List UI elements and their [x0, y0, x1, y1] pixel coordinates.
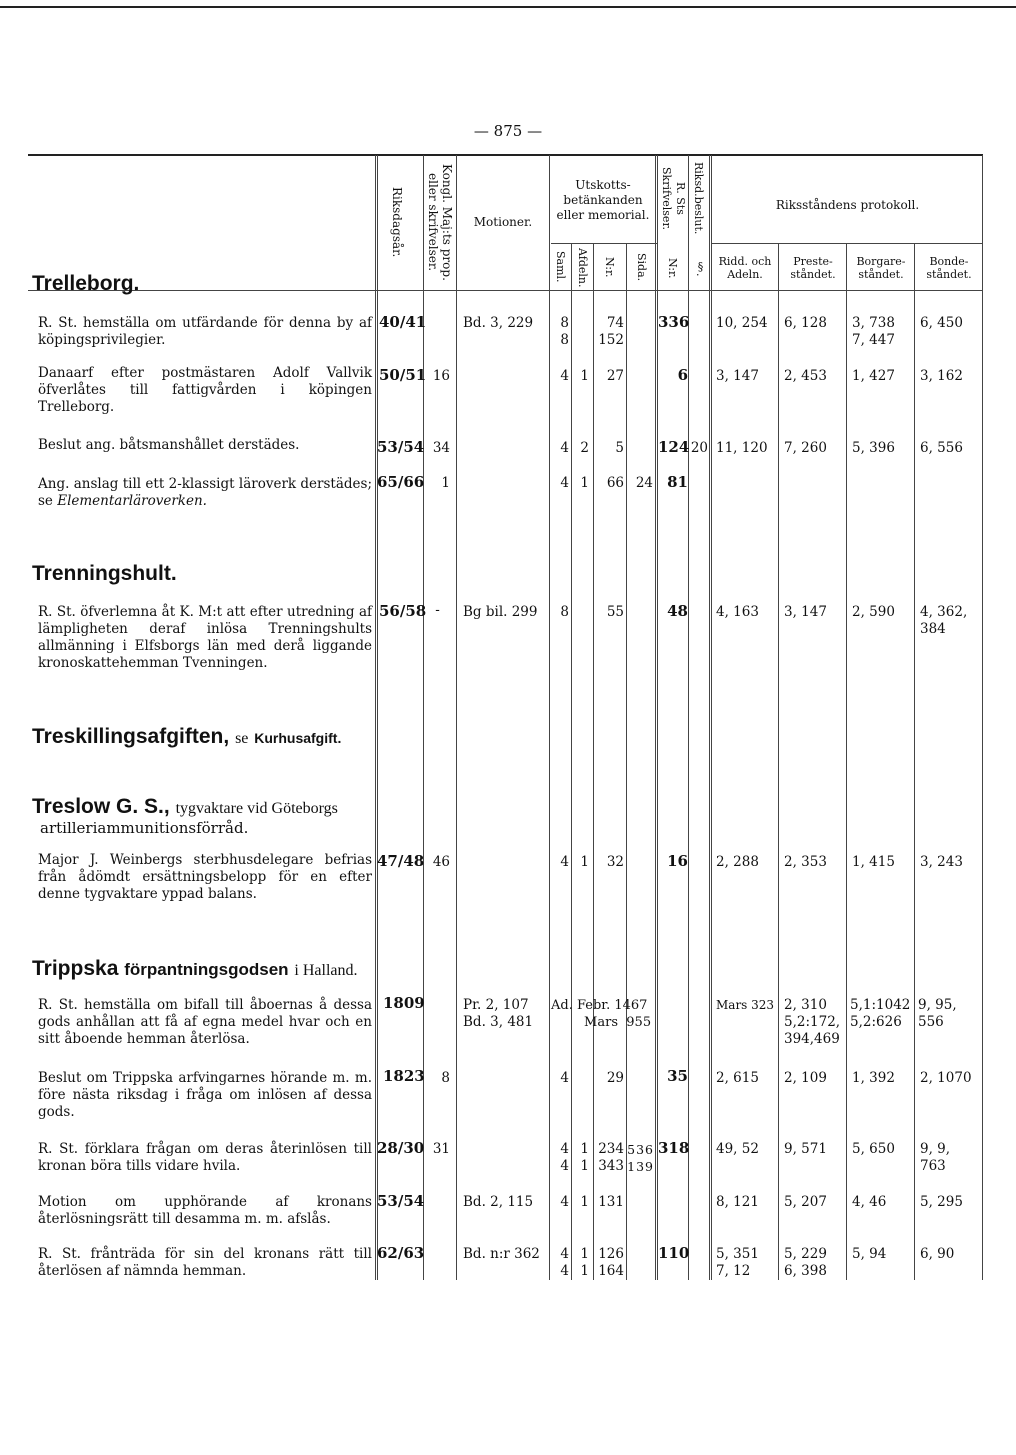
- entry-bonde: 4, 362, 384: [920, 604, 968, 637]
- header-ridd-2: Adeln.: [727, 268, 763, 281]
- entry-nr: 234 343: [598, 1141, 624, 1174]
- entry-nr: 27: [606, 368, 624, 384]
- entry-preste: 7, 260: [784, 440, 827, 456]
- entry-motion: Pr. 2, 107 Bd. 3, 481: [463, 997, 534, 1030]
- entry-rsts: 124: [658, 438, 690, 456]
- top-border: [0, 6, 1016, 8]
- entry-kongl: 8: [441, 1070, 450, 1086]
- entry-sida: 536 139: [627, 1142, 654, 1174]
- entry-nr: 66: [606, 475, 624, 491]
- heading-trenningshult: Trenningshult.: [32, 562, 177, 585]
- entry-desc: Ang. anslag till ett 2-klassigt läroverk derstädes; se Elementarläroverken.: [38, 476, 372, 509]
- heading-treslow-sub: artilleriammunitionsförråd.: [40, 819, 249, 837]
- entry-motion: Bd. 2, 115: [463, 1194, 534, 1210]
- entry-year: 53/54: [377, 438, 425, 456]
- page-number: — 875 —: [473, 122, 543, 140]
- header-top-rule: [28, 154, 983, 156]
- heading-trelleborg: Trelleborg.: [32, 272, 140, 295]
- entry-preste: 2, 109: [784, 1070, 827, 1086]
- entry-nr: 5: [615, 440, 624, 456]
- entry-desc: R. St. frånträda för sin del kronans rätt till återlösen af nämnda hemman.: [38, 1246, 372, 1279]
- header-borgare-2: ståndet.: [858, 268, 904, 281]
- col-rule-right: [982, 155, 983, 1280]
- entry-bonde: 5, 295: [920, 1194, 963, 1210]
- entry-saml: 4 4: [560, 1141, 569, 1174]
- entry-preste: 2, 453: [784, 368, 827, 384]
- entry-borgare: 5, 396: [852, 440, 895, 456]
- col-rule-motion: [456, 155, 457, 1280]
- header-utskott: Utskotts-: [575, 178, 631, 192]
- entry-desc: R. St. hemställa om bifall till åboernas å dessa gods anhållan att få af egna medel hvar och en sitt åboende hemman återlösa.: [38, 997, 372, 1047]
- col-rule-ridd: [709, 155, 712, 1280]
- heading-treskilling: Treskillingsafgiften, se Kurhusafgift.: [32, 725, 342, 748]
- entry-ridd: 2, 288: [716, 854, 759, 870]
- entry-sida: 24: [635, 475, 653, 491]
- entry-afd: 1 1: [580, 1141, 589, 1174]
- entry-afd: 1: [580, 854, 589, 870]
- header-preste: Preste-: [793, 255, 833, 268]
- header-bonde: Bonde-: [929, 255, 969, 268]
- entry-rsts: 336: [658, 313, 690, 331]
- entry-kongl: 34: [432, 440, 450, 456]
- col-rule-sida: [626, 243, 627, 1280]
- entry-kongl: 16: [432, 368, 450, 384]
- entry-afd: 1 1: [580, 1246, 589, 1279]
- entry-preste: 3, 147: [784, 604, 827, 620]
- entry-bonde: 9, 9, 763: [920, 1141, 951, 1174]
- entry-borgare: 5, 94: [852, 1246, 887, 1262]
- entry-borgare: 1, 427: [852, 368, 895, 384]
- col-rule-saml: [549, 155, 550, 1280]
- header-utskott-2: betänkanden: [563, 193, 643, 207]
- entry-rsts: 6: [677, 366, 688, 384]
- entry-bonde: 6, 90: [920, 1246, 955, 1262]
- entry-year: 1809: [383, 994, 425, 1012]
- entry-nr: 131: [598, 1194, 624, 1210]
- entry-year: 62/63: [377, 1244, 425, 1262]
- entry-bonde: 6, 450: [920, 315, 963, 331]
- entry-desc: Major J. Weinbergs sterbhusdelegare befrias från ådömdt ersättningsbelopp för en efter denne tygvaktare yppad balans.: [38, 852, 372, 902]
- entry-borgare: 5,1:1042 5,2:626: [850, 997, 911, 1030]
- entry-year: 56/58: [379, 602, 427, 620]
- col-rule-borgare: [846, 243, 847, 1280]
- header-ridd: Ridd. och: [718, 255, 772, 268]
- entry-saml: 4: [560, 368, 569, 384]
- header-rsts: R. Sts Skrifvelser.: [660, 166, 687, 230]
- entry-afd: 1: [580, 1194, 589, 1210]
- entry-preste: 5, 207: [784, 1194, 827, 1210]
- entry-rsts: 81: [667, 473, 688, 491]
- entry-saml: 8: [560, 604, 569, 620]
- entry-preste: 9, 571: [784, 1141, 827, 1157]
- entry-motion: Bd. 3, 229: [463, 315, 534, 331]
- col-rule-nr: [593, 243, 594, 1280]
- entry-preste: 5, 229 6, 398: [784, 1246, 827, 1279]
- entry-borgare: 3, 738 7, 447: [852, 315, 895, 348]
- header-riksstandens: Riksståndens protokoll.: [775, 198, 920, 212]
- entry-bonde: 3, 243: [920, 854, 963, 870]
- col-rule-preste: [778, 243, 779, 1280]
- entry-bonde: 9, 95, 556: [918, 997, 957, 1030]
- entry-ridd: 10, 254: [716, 315, 768, 331]
- entry-year: 1823: [383, 1067, 425, 1085]
- entry-afd: 1: [580, 475, 589, 491]
- entry-afd: 1: [580, 368, 589, 384]
- entry-nr: 126 164: [598, 1246, 624, 1279]
- header-preste-2: ståndet.: [790, 268, 836, 281]
- header-bottom-rule: [28, 290, 983, 291]
- header-riksdbeslut: Riksd.beslut.: [692, 161, 705, 235]
- entry-year: 53/54: [377, 1192, 425, 1210]
- header-motioner: Motioner.: [473, 215, 533, 229]
- entry-rsts: 35: [667, 1067, 688, 1085]
- entry-borgare: 2, 590: [852, 604, 895, 620]
- entry-saml: 4 4: [560, 1246, 569, 1279]
- entry-bonde: 6, 556: [920, 440, 963, 456]
- header-kongl: Kongl. Maj:ts prop. eller skrifvelser.: [426, 164, 454, 281]
- heading-treslow: Treslow G. S., tygvaktare vid Göteborgs: [32, 795, 338, 818]
- header-rsts-nr: N:r.: [666, 257, 679, 279]
- entry-desc: R. St. öfverlemna åt K. M:t att efter utredning af lämpligheten deraf inlösa Trenningshults allmänning i Elfsborgs län med derå liggande kronoskattehemman Tvenningen.: [38, 604, 372, 671]
- entry-borgare: 5, 650: [852, 1141, 895, 1157]
- entry-ridd: 49, 52: [716, 1141, 759, 1157]
- entry-kongl: 31: [432, 1141, 450, 1157]
- entry-rsts: 48: [667, 602, 688, 620]
- header-utskott-3: eller memorial.: [556, 208, 650, 222]
- entry-utskott: Ad. Febr. 1467 Mars 955: [551, 998, 652, 1030]
- header-sida: Sida.: [635, 252, 648, 282]
- entry-borgare: 1, 392: [852, 1070, 895, 1086]
- entry-desc: Danaarf efter postmästaren Adolf Vallvik öfverlåtes till fattigvården i köpingen Trelleborg.: [38, 365, 372, 415]
- entry-ridd: 5, 351 7, 12: [716, 1246, 759, 1279]
- entry-motion: Bg bil. 299: [463, 604, 538, 620]
- entry-saml: 8 8: [560, 315, 569, 348]
- header-afdeln: Afdeln.: [576, 248, 589, 288]
- header-riksdbeslut-s: §.: [694, 259, 707, 277]
- utskott-sub-rule: [551, 243, 657, 244]
- entry-preste: 6, 128: [784, 315, 827, 331]
- entry-s: 20: [690, 440, 708, 456]
- entry-saml: 4: [560, 475, 569, 491]
- entry-ridd: 4, 163: [716, 604, 759, 620]
- entry-bonde: 2, 1070: [920, 1070, 972, 1086]
- entry-desc: Beslut ang. båtsmanshållet derstädes.: [38, 437, 300, 453]
- header-saml: Saml.: [554, 251, 567, 283]
- entry-kongl: -: [435, 602, 440, 618]
- entry-preste: 2, 353: [784, 854, 827, 870]
- entry-ridd: 2, 615: [716, 1070, 759, 1086]
- entry-year: 40/41: [379, 313, 427, 331]
- entry-nr: 74 152: [598, 315, 624, 348]
- protokoll-sub-rule: [712, 243, 983, 244]
- entry-ridd: 11, 120: [716, 440, 768, 456]
- entry-year: 28/30: [377, 1139, 425, 1157]
- entry-borgare: 1, 415: [852, 854, 895, 870]
- entry-motion: Bd. n:r 362: [463, 1246, 540, 1262]
- entry-saml: 4: [560, 1194, 569, 1210]
- entry-rsts: 318: [658, 1139, 690, 1157]
- entry-borgare: 4, 46: [852, 1194, 887, 1210]
- entry-kongl: 46: [432, 854, 450, 870]
- entry-saml: 4: [560, 440, 569, 456]
- header-nr: N:r.: [603, 256, 616, 278]
- entry-bonde: 3, 162: [920, 368, 963, 384]
- entry-nr: 32: [606, 854, 624, 870]
- col-rule-bonde: [914, 243, 915, 1280]
- col-rule-afdeln: [571, 243, 572, 1280]
- entry-year: 50/51: [379, 366, 427, 384]
- header-bonde-2: ståndet.: [926, 268, 972, 281]
- entry-nr: 29: [606, 1070, 624, 1086]
- entry-desc: R. St. hemställa om utfärdande för denna by af köpingsprivilegier.: [38, 315, 372, 348]
- entry-rsts: 16: [667, 852, 688, 870]
- heading-trippska: Trippska förpantningsgodsen i Halland.: [32, 957, 358, 980]
- header-riksdagsar: Riksdagsår.: [390, 187, 404, 258]
- header-borgare: Borgare-: [856, 255, 906, 268]
- entry-ridd: 8, 121: [716, 1194, 759, 1210]
- entry-desc: R. St. förklara frågan om deras återinlösen till kronan böra tills vidare hvila.: [38, 1141, 372, 1174]
- entry-year: 47/48: [377, 852, 425, 870]
- entry-ridd: 3, 147: [716, 368, 759, 384]
- entry-year: 65/66: [377, 473, 425, 491]
- col-rule-year: [375, 155, 378, 1280]
- entry-nr: 55: [606, 604, 624, 620]
- entry-saml: 4: [560, 854, 569, 870]
- entry-desc: Beslut om Trippska arfvingarnes hörande m. m. före nästa riksdag i fråga om inlösen af dessa gods.: [38, 1070, 372, 1120]
- entry-desc: Motion om upphörande af kronans återlösningsrätt till desamma m. m. afslås.: [38, 1194, 372, 1227]
- entry-afd: 2: [580, 440, 589, 456]
- entry-saml: 4: [560, 1070, 569, 1086]
- entry-ridd: Mars 323: [716, 998, 775, 1012]
- entry-rsts: 110: [658, 1244, 690, 1262]
- entry-kongl: 1: [441, 475, 450, 491]
- entry-preste: 2, 310 5,2:172, 394,469: [784, 997, 841, 1047]
